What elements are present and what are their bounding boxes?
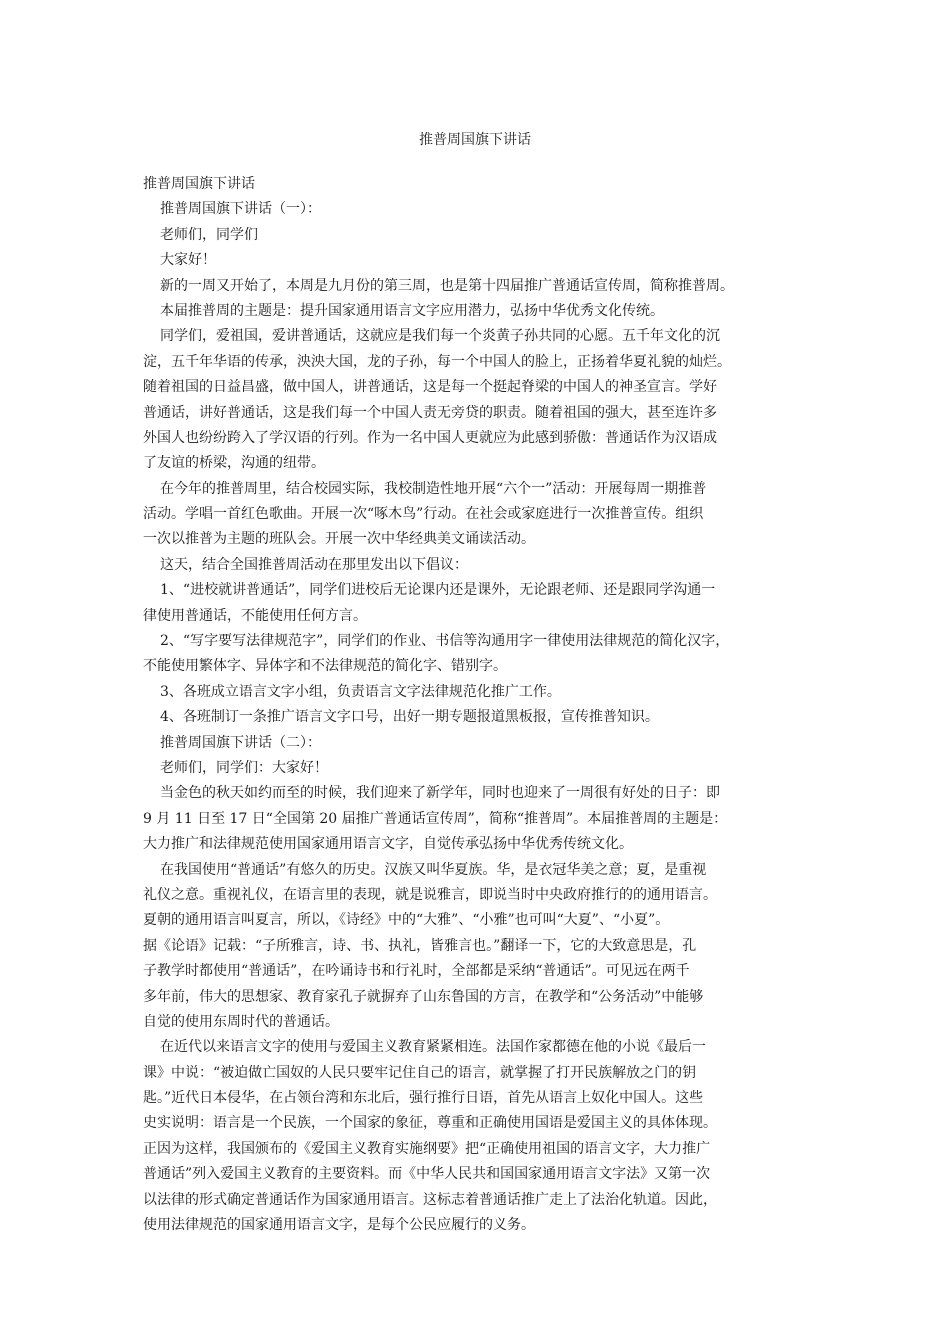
- document-body: [143, 172, 813, 1238]
- text-line: 据《论语》记载：“子所雅言，诗、书、执礼，皆雅言也。”翻译一下，它的大致意思是，孔: [143, 937, 697, 954]
- text-line: 正因为这样，我国颁布的《爱国主义教育实施纲要》把“正确使用祖国的语言文字，大力推广: [143, 1140, 711, 1157]
- document-title: 推普周国旗下讲话: [419, 132, 531, 148]
- text-line: 随着祖国的日益昌盛，做中国人，讲普通话，这是每一个挺起脊梁的中国人的神圣宣言。学好: [143, 379, 717, 396]
- text-line: 在我国使用“普通话”有悠久的历史。汉族又叫华夏族。华，是衣冠华美之意；夏，是重视: [160, 861, 707, 878]
- text-line: 这天，结合全国推普周活动在那里发出以下倡议：: [160, 556, 468, 573]
- text-line: 夏朝的通用语言叫夏言，所以，《诗经》中的“大雅”、“小雅”也可叫“大夏”、“小夏”。: [143, 912, 670, 929]
- text-line: 史实说明：语言是一个民族，一个国家的象征，尊重和正确使用国语是爱国主义的具体体现。: [143, 1115, 717, 1132]
- text-line: 淀，五千年华语的传承，泱泱大国，龙的子孙，每一个中国人的脸上，正扬着华夏礼貌的灿烂。: [143, 353, 731, 370]
- text-line: 活动。学唱一首红色歌曲。开展一次“啄木鸟”行动。在社会或家庭进行一次推普宣传。组织: [143, 506, 704, 523]
- text-line: 普通话”列入爱国主义教育的主要资料。而《中华人民共和国国家通用语言文字法》又第一次: [143, 1166, 711, 1183]
- text-line: 老师们，同学们: [160, 226, 258, 243]
- text-line: 3、各班成立语言文字小组，负责语言文字法律规范化推广工作。: [160, 683, 561, 700]
- text-line: 匙。”近代日本侵华，在占领台湾和东北后，强行推行日语，首先从语言上奴化中国人。这些: [143, 1090, 704, 1107]
- text-line: 外国人也纷纷跨入了学汉语的行列。作为一名中国人更就应为此感到骄傲：普通话作为汉语成: [143, 429, 717, 446]
- text-line: 4、各班制订一条推广语言文字口号，出好一期专题报道黑板报，宣传推普知识。: [160, 709, 659, 726]
- text-line: 了友谊的桥梁，沟通的纽带。: [143, 455, 325, 472]
- text-line: 子教学时都使用“普通话”，在吟诵诗书和行礼时，全部都是采纳“普通话”。可见远在两千: [143, 963, 690, 980]
- text-line: 同学们，爱祖国，爱讲普通话，这就应是我们每一个炎黄子孙共同的心愿。五千年文化的沉: [160, 328, 720, 345]
- text-line: 礼仪之意。重视礼仪，在语言里的表现，就是说雅言，即说当时中央政府推行的的通用语言。: [143, 886, 717, 903]
- text-line: 推普周国旗下讲话: [143, 176, 255, 192]
- text-line: 本届推普周的主题是：提升国家通用语言文字应用潜力，弘扬中华优秀文化传统。: [160, 302, 664, 319]
- text-line: 当金色的秋天如约而至的时候，我们迎来了新学年，同时也迎来了一周很有好处的日子：即: [160, 785, 720, 802]
- text-line: 普通话，讲好普通话，这是我们每一个中国人责无旁贷的职责。随着祖国的强大，甚至连许多: [143, 404, 717, 421]
- text-line: 推普周国旗下讲话（二）：: [160, 734, 321, 751]
- text-line: 不能使用繁体字、异体字和不法律规范的简化字、错别字。: [143, 658, 507, 675]
- text-line: 一次以推普为主题的班队会。开展一次中华经典美文诵读活动。: [143, 531, 535, 548]
- text-line: 以法律的形式确定普通话作为国家通用语言。这标志着普通话推广走上了法治化轨道。因此，: [143, 1191, 717, 1208]
- text-line: 大力推广和法律规范使用国家通用语言文字，自觉传承弘扬中华优秀传统文化。: [143, 836, 633, 853]
- text-line: 推普周国旗下讲话（一）：: [160, 201, 321, 218]
- text-line: 在近代以来语言文字的使用与爱国主义教育紧紧相连。法国作家都德在他的小说《最后一: [160, 1039, 706, 1056]
- text-line: 9 月 11 日至 17 日“全国第 20 届推广普通话宣传周”，简称“推普周”。本届推普周的主题是：: [143, 810, 728, 827]
- text-line: 自觉的使用东周时代的普通话。: [143, 1013, 339, 1030]
- text-line: 2、“写字要写法律规范字”，同学们的作业、书信等沟通用字一律使用法律规范的简化汉字，: [160, 633, 730, 650]
- text-line: 老师们，同学们：大家好！: [160, 759, 328, 776]
- text-line: 大家好！: [160, 252, 216, 269]
- text-line: 课》中说：“被迫做亡国奴的人民只要牢记住自己的语言，就掌握了打开民族解放之门的钥: [143, 1064, 697, 1081]
- text-line: 新的一周又开始了，本周是九月份的第三周，也是第十四届推广普通话宣传周，简称推普周。: [160, 277, 734, 294]
- text-line: 1、“进校就讲普通话”，同学们进校后无论课内还是课外，无论跟老师、还是跟同学沟通一: [160, 582, 716, 599]
- text-line: 律使用普通话，不能使用任何方言。: [143, 607, 367, 624]
- text-line: 在今年的推普周里，结合校园实际，我校制造性地开展“六个一”活动：开展每周一期推普: [160, 480, 707, 497]
- text-line: 多年前，伟大的思想家、教育家孔子就摒弃了山东鲁国的方言，在教学和“公务活动”中能够: [143, 988, 704, 1005]
- text-line: 使用法律规范的国家通用语言文字，是每个公民应履行的义务。: [143, 1217, 535, 1234]
